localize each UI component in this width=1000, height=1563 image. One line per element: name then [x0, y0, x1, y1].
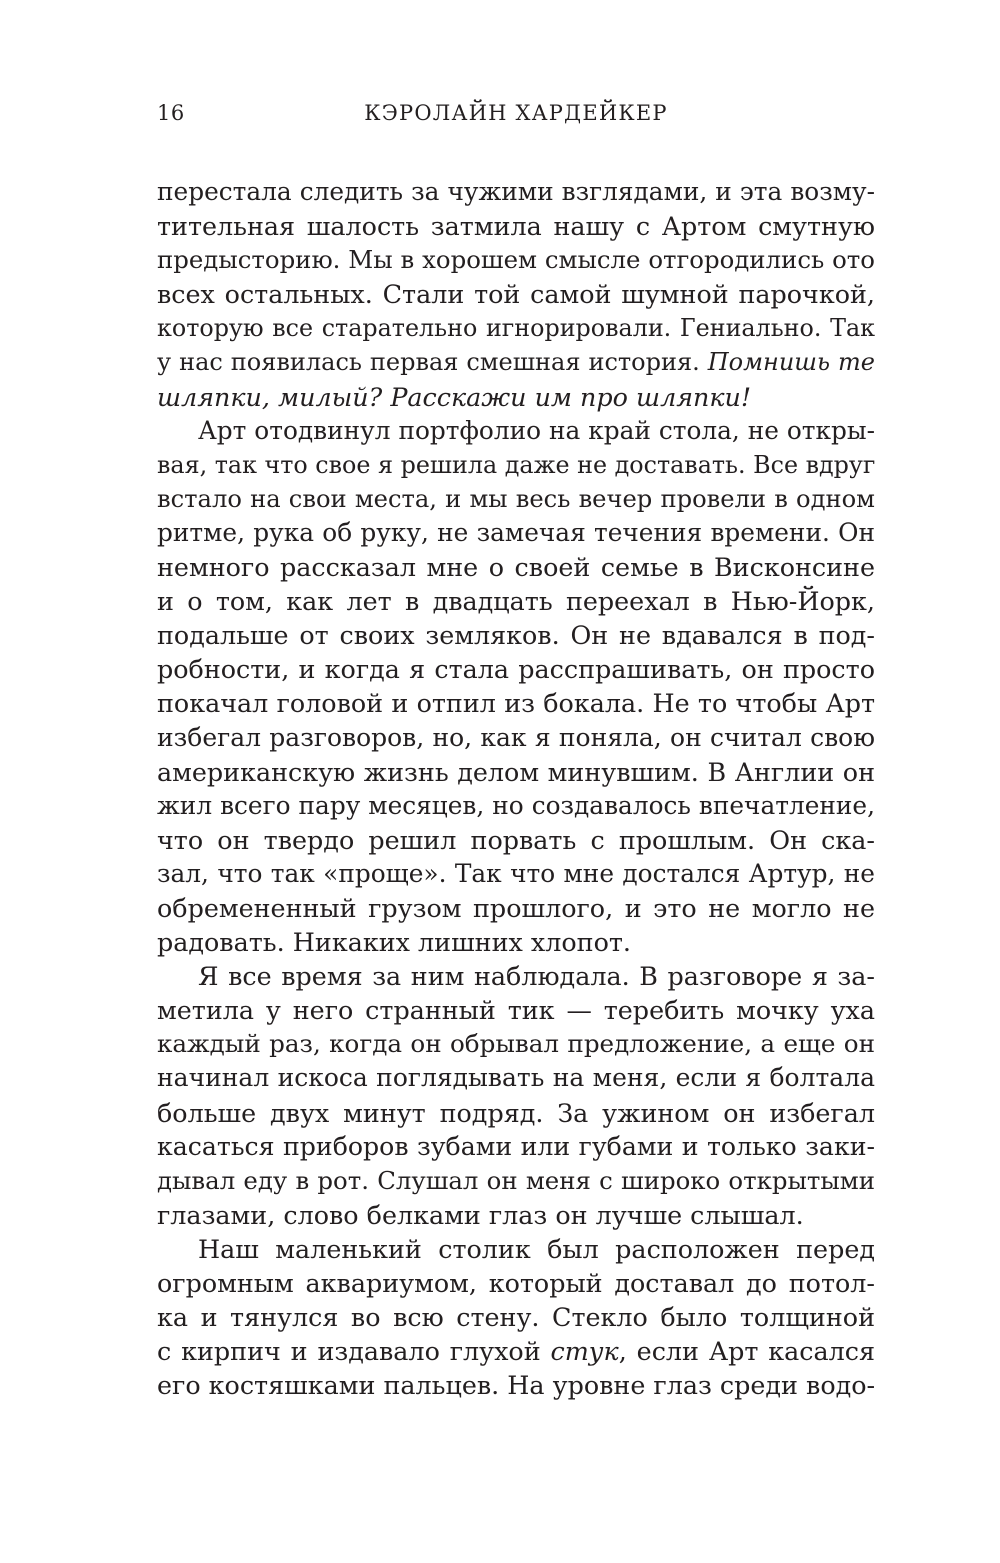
text-line: касаться приборов зубами или губами и только заки- — [157, 1131, 875, 1161]
page-number: 16 — [157, 101, 185, 125]
text-line: американскую жизнь делом минувшим. В Англии он — [157, 756, 875, 787]
text-line: Наш маленький столик был расположен перед — [198, 1233, 875, 1264]
text-line: всех остальных. Стали той самой шумной парочкой, — [157, 279, 875, 310]
text-line: Я все время за ним наблюдала. В разговоре я за- — [198, 961, 875, 992]
text-line: каждый раз, когда он обрывал предложение, а еще он — [157, 1029, 875, 1059]
text-line: немного рассказал мне о своей семье в Висконсине — [157, 552, 875, 583]
text-line: тительная шалость затмила нашу с Артом смутную — [157, 211, 875, 242]
text-line: огромным аквариумом, который доставал до потол- — [157, 1268, 875, 1298]
text-line: жил всего пару месяцев, но создавалось впечатление, — [157, 790, 875, 820]
text-line: глазами, слово белками глаз он лучше слышал. — [157, 1199, 804, 1230]
italic-text: Помнишь те — [707, 348, 876, 377]
text-line: и о том, как лет в двадцать переехал в Нью-Йорк, — [157, 586, 875, 617]
text-line: зал, что так «проще». Так что мне достался Артур, не — [157, 858, 875, 888]
running-head — [157, 101, 875, 131]
text-line: с кирпич и издавало глухой стук, если Арт касался — [157, 1336, 875, 1367]
text-line: перестала следить за чужими взглядами, и эта возму- — [157, 177, 875, 206]
paragraph — [157, 959, 875, 1232]
text-line: метила у него странный тик — теребить мочку уха — [157, 995, 875, 1026]
text-line: покачал головой и отпил из бокала. Не то чтобы Арт — [157, 688, 875, 719]
text-line: предысторию. Мы в хорошем смысле отгородились ото — [157, 245, 875, 275]
text-line: его костяшками пальцев. На уровне глаз среди водо- — [157, 1370, 876, 1401]
text-line: радовать. Никаких лишних хлопот. — [157, 927, 631, 958]
book-author: КЭРОЛАЙН ХАРДЕЙКЕР — [364, 101, 668, 125]
text-line — [157, 380, 875, 414]
text-line: у нас появилась первая смешная история. Помнишь те — [157, 348, 876, 377]
italic-text: стук — [550, 1336, 619, 1367]
text-line: обремененный грузом прошлого, и это не могло не — [157, 892, 875, 923]
text-line: больше двух минут подряд. За ужином он избегал — [157, 1097, 875, 1128]
paragraph — [157, 175, 875, 414]
text-line: вая, так что свое я решила даже не доставать. Все вдруг — [157, 450, 876, 479]
text-line: подальше от своих земляков. Он не вдавался в под- — [157, 620, 875, 651]
text-line: что он твердо решил порвать с прошлым. Он ска- — [157, 824, 875, 855]
text-line: дывал еду в рот. Слушал он меня с широко открытыми — [157, 1165, 875, 1195]
text-line: ка и тянулся во всю стену. Стекло было толщиной — [157, 1302, 875, 1333]
text-line: начинал искоса поглядывать на меня, если я болтала — [157, 1063, 875, 1093]
italic-text: шляпки, милый? Расскажи им про шляпки! — [157, 381, 752, 412]
text-line: которую все старательно игнорировали. Гениально. Так — [157, 314, 875, 343]
text-line: избегал разговоров, но, как я поняла, он считал свою — [157, 722, 875, 752]
text-line: встало на свои места, и мы весь вечер провели в одном — [157, 484, 875, 513]
text-line: Арт отодвинул портфолио на край стола, не откры- — [198, 415, 875, 445]
paragraph — [157, 1232, 875, 1402]
text-line: робности, и когда я стала расспрашивать, он просто — [157, 654, 875, 685]
text-line: ритме, рука об руку, не замечая течения времени. Он — [157, 517, 875, 547]
body-text — [157, 175, 875, 1402]
paragraph — [157, 414, 875, 960]
